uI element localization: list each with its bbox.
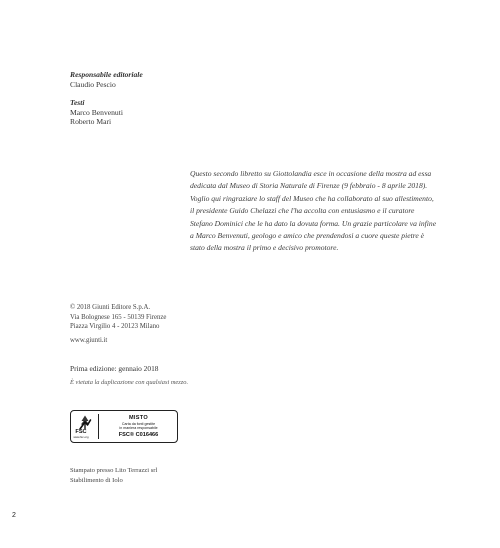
page-number: 2 bbox=[12, 512, 16, 519]
fsc-divider bbox=[98, 414, 99, 439]
fsc-misto: MISTO bbox=[128, 415, 149, 421]
printer-line: Stabilimento di Iolo bbox=[70, 477, 123, 484]
fsc-logo-text: FSC bbox=[75, 429, 87, 435]
fsc-subtitle-line: in maniera responsabile bbox=[119, 426, 158, 431]
fsc-label bbox=[70, 410, 178, 443]
publisher-info bbox=[70, 303, 166, 332]
editor-name: Claudio Pescio bbox=[70, 79, 116, 89]
author-name: Marco Benvenuti bbox=[70, 107, 123, 117]
copyright-notice: È vietata la duplicazione con qualsiasi mezzo. bbox=[70, 379, 189, 386]
copyright-line: © 2018 Giunti Editore S.p.A. bbox=[70, 304, 151, 311]
author-name: Roberto Mari bbox=[70, 117, 112, 127]
address-line: Via Bolognese 165 - 50139 Firenze bbox=[70, 313, 167, 321]
fsc-subtitle bbox=[102, 422, 175, 430]
printer-line: Stampato presso Lito Terrazzi srl bbox=[70, 467, 158, 474]
fsc-site: www.fsc.org bbox=[73, 435, 89, 439]
edition-line: Prima edizione: gennaio 2018 bbox=[70, 364, 159, 373]
fsc-code: FSC® C016466 bbox=[118, 432, 159, 438]
credits-block bbox=[70, 70, 143, 127]
address-line: Piazza Virgilio 4 - 20123 Milano bbox=[70, 323, 160, 331]
printer-info bbox=[70, 466, 157, 486]
editor-role: Responsabile editoriale bbox=[70, 70, 143, 79]
dedication-text: Questo secondo libretto su Giottolandia esce in occasione della mostra ad essa dedicata dal Museo di Storia Naturale di Firenze (9 febbraio - 8 aprile 2018). Voglio qui ringraziare lo staff del Museo che ha collaborato al suo allestimento, il presidente Guido Chelazzi che l'ha accolta con entusiasmo e il curatore Stefano Dominici che le ha dato la dovuta forma. Un grazie particolare va infine a Marco Benvenuti, geologo e amico che prendendosi a cuore queste pietre è stato della mostra il primo e decisivo promotore. bbox=[190, 169, 437, 253]
texts-role: Testi bbox=[70, 98, 85, 108]
fsc-subtitle-line: Carta da fonti gestite bbox=[121, 422, 156, 426]
website-link[interactable]: www.giunti.it bbox=[70, 337, 108, 344]
